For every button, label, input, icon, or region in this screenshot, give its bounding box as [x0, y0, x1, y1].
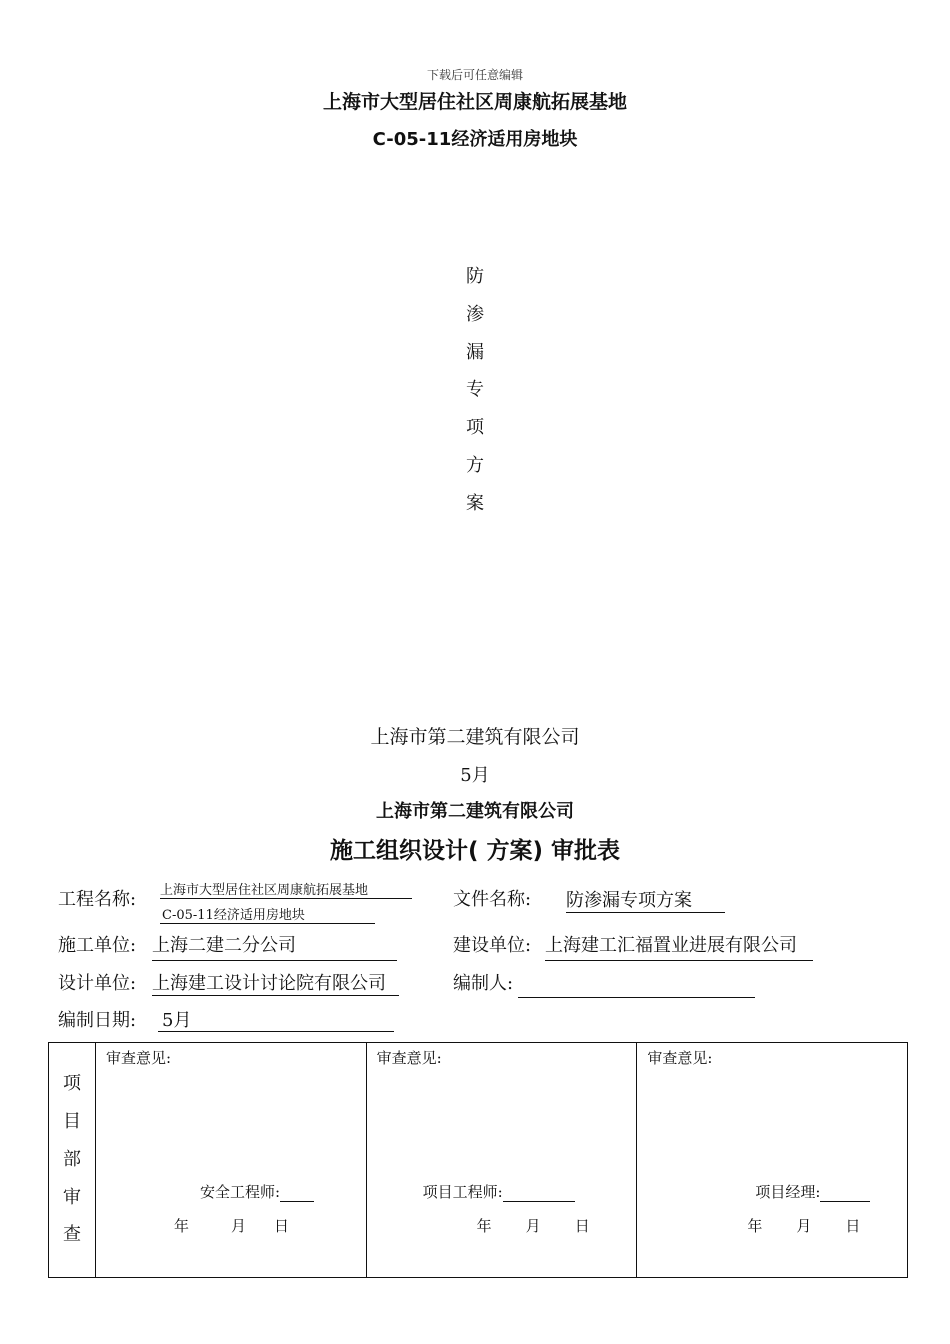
review-opinion-label: 审查意见: — [647, 1049, 713, 1067]
project-name-value-line2: C-05-11经济适用房地块 — [160, 904, 375, 924]
design-unit-label: 设计单位: — [58, 973, 137, 994]
date-day: 日 — [274, 1217, 290, 1235]
safety-engineer-sign — [200, 1181, 314, 1202]
date-day: 日 — [845, 1217, 861, 1235]
signer-label: 项目工程师: — [422, 1183, 503, 1201]
compiler-value-line — [518, 969, 755, 998]
review-opinion-label: 审查意见: — [106, 1049, 172, 1067]
compile-date-label: 编制日期: — [58, 1010, 137, 1031]
row-label-char: 审 — [63, 1187, 81, 1208]
review-cell-project-manager — [637, 1043, 908, 1278]
review-date — [747, 1215, 860, 1236]
date-year: 年 — [476, 1217, 492, 1235]
project-name-label: 工程名称: — [58, 889, 137, 910]
row-label-char: 查 — [63, 1224, 81, 1245]
signer-label: 安全工程师: — [200, 1183, 281, 1201]
review-opinion-label: 审查意见: — [376, 1049, 442, 1067]
date-year: 年 — [174, 1217, 190, 1235]
vertical-title-char: 渗 — [466, 304, 484, 325]
review-date — [174, 1215, 289, 1236]
watermark-text: 下载后可任意编辑 — [426, 68, 523, 82]
date-month: 月 — [525, 1217, 541, 1235]
construction-unit-label: 施工单位: — [58, 935, 137, 956]
row-label-char: 部 — [63, 1149, 81, 1170]
owner-unit-value: 上海建工汇福置业进展有限公司 — [545, 931, 813, 961]
cover-month: 5月 — [460, 765, 490, 786]
vertical-title-char: 漏 — [466, 342, 484, 363]
document-title-line1: 上海市大型居住社区周康航拓展基地 — [322, 91, 627, 113]
construction-unit-value: 上海二建二分公司 — [152, 931, 397, 961]
project-name-value-line1: 上海市大型居住社区周康航拓展基地 — [160, 879, 412, 899]
vertical-title-char: 防 — [466, 266, 484, 287]
vertical-title-char: 方 — [466, 455, 484, 476]
file-name-label: 文件名称: — [453, 889, 532, 910]
review-table — [48, 1042, 908, 1278]
file-name-value: 防渗漏专项方案 — [566, 886, 725, 913]
owner-unit-label: 建设单位: — [453, 935, 532, 956]
project-engineer-sign — [423, 1181, 575, 1202]
date-day: 日 — [574, 1217, 590, 1235]
date-year: 年 — [747, 1217, 763, 1235]
review-date — [477, 1215, 590, 1236]
vertical-title-char: 案 — [466, 493, 484, 514]
signature-line — [280, 1185, 314, 1202]
vertical-title-char: 专 — [466, 379, 484, 400]
form-title: 施工组织设计( 方案) 审批表 — [329, 838, 621, 864]
compiler-label: 编制人: — [453, 973, 514, 994]
signature-line — [820, 1185, 870, 1202]
row-label-char: 项 — [63, 1073, 81, 1094]
vertical-title-char: 项 — [466, 417, 484, 438]
date-month: 月 — [231, 1217, 247, 1235]
review-cell-project-engineer — [366, 1043, 637, 1278]
design-unit-value: 上海建工设计讨论院有限公司 — [152, 969, 399, 996]
row-label-char: 目 — [63, 1111, 81, 1132]
compile-date-value: 5月 — [158, 1006, 394, 1032]
signature-line — [503, 1185, 575, 1202]
review-row-label — [49, 1043, 96, 1278]
form-company-name: 上海市第二建筑有限公司 — [376, 801, 574, 822]
signer-label: 项目经理: — [755, 1183, 821, 1201]
review-cell-safety — [96, 1043, 367, 1278]
cover-company-name: 上海市第二建筑有限公司 — [370, 726, 580, 748]
document-title-line2: C-05-11经济适用房地块 — [372, 129, 578, 150]
project-manager-sign — [755, 1181, 870, 1202]
date-month: 月 — [796, 1217, 812, 1235]
